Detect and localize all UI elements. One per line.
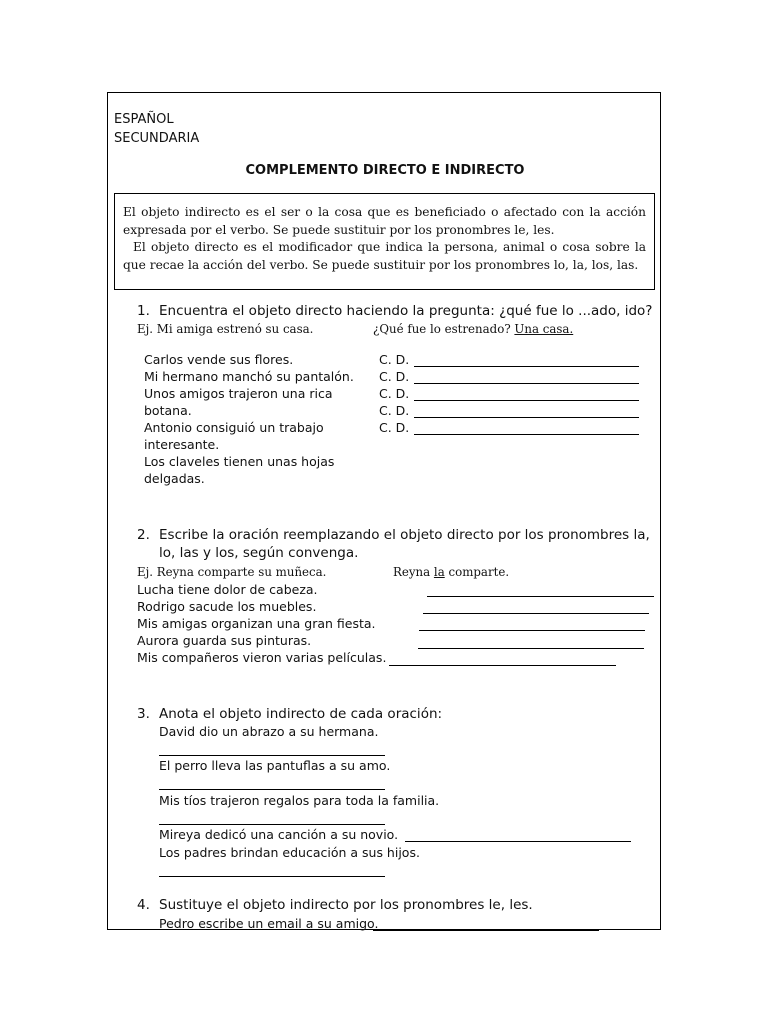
- answer-blank[interactable]: [414, 434, 639, 435]
- direct-object-definition: El objeto directo es el modificador que indica la persona, animal o cosa sobre la que recae la acción del verbo. Se puede sustituir por los pronombres lo, la, los, las.: [123, 240, 646, 272]
- list-item: Los claveles tienen unas hojas: [144, 454, 335, 469]
- answer-blank[interactable]: [414, 366, 639, 367]
- cd-label: C. D.: [379, 420, 410, 435]
- q1-example-answer-text: Una casa.: [514, 322, 574, 336]
- q2-instruction-line1: Escribe la oración reemplazando el objeto directo por los pronombres la,: [159, 527, 650, 543]
- q2-instruction-line2: lo, las y los, según convenga.: [159, 545, 359, 561]
- q3-instruction: Anota el objeto indirecto de cada oración:: [159, 706, 443, 722]
- answer-blank[interactable]: [423, 613, 649, 614]
- list-item: Rodrigo sacude los muebles.: [137, 599, 317, 614]
- answer-blank[interactable]: [418, 648, 644, 649]
- answer-blank[interactable]: [159, 876, 385, 877]
- answer-blank[interactable]: [159, 824, 385, 825]
- answer-blank[interactable]: [427, 596, 654, 597]
- q4-number: 4.: [137, 897, 150, 913]
- q4-instruction: Sustituye el objeto indirecto por los pronombres le, les.: [159, 897, 533, 913]
- list-item: Mis amigas organizan una gran fiesta.: [137, 616, 376, 631]
- answer-blank[interactable]: [414, 400, 639, 401]
- q2-example-answer-end: comparte.: [444, 565, 510, 579]
- list-item: botana.: [144, 403, 192, 418]
- indirect-object-definition: El objeto indirecto es el ser o la cosa que es beneficiado o afectado con la acción expresada por el verbo. Se puede sustituir por los pronombres le, les.: [123, 205, 646, 237]
- q2-example-answer: [393, 565, 509, 579]
- q1-example: Ej. Mi amiga estrenó su casa.: [137, 322, 314, 336]
- answer-blank[interactable]: [419, 630, 645, 631]
- list-item: Antonio consiguió un trabajo: [144, 420, 324, 435]
- definition-box: [114, 193, 655, 290]
- answer-blank[interactable]: [389, 665, 616, 666]
- list-item: Pedro escribe un email a su amigo.: [159, 916, 379, 931]
- worksheet: [107, 92, 661, 930]
- answer-blank[interactable]: [373, 930, 599, 931]
- q2-number: 2.: [137, 527, 150, 543]
- list-item: David dio un abrazo a su hermana.: [159, 724, 379, 739]
- answer-blank[interactable]: [159, 755, 385, 756]
- answer-blank[interactable]: [405, 841, 631, 842]
- answer-blank[interactable]: [414, 417, 639, 418]
- q2-example-answer-start: Reyna: [393, 565, 434, 579]
- list-item: Lucha tiene dolor de cabeza.: [137, 582, 318, 597]
- list-item: Unos amigos trajeron una rica: [144, 386, 333, 401]
- list-item: El perro lleva las pantuflas a su amo.: [159, 758, 391, 773]
- subject-label: ESPAÑOL: [114, 112, 174, 127]
- list-item: interesante.: [144, 437, 220, 452]
- cd-label: C. D.: [379, 352, 410, 367]
- q3-number: 3.: [137, 706, 150, 722]
- list-item: delgadas.: [144, 471, 205, 486]
- q1-example-question: ¿Qué fue lo estrenado?: [373, 322, 511, 336]
- list-item: Mi hermano manchó su pantalón.: [144, 369, 354, 384]
- cd-label: C. D.: [379, 403, 410, 418]
- q1-example-answer: [373, 322, 573, 336]
- q2-example-pronoun: la: [433, 565, 445, 579]
- answer-blank[interactable]: [159, 789, 385, 790]
- list-item: Los padres brindan educación a sus hijos.: [159, 845, 420, 860]
- answer-blank[interactable]: [414, 383, 639, 384]
- q1-number: 1.: [137, 303, 150, 319]
- cd-label: C. D.: [379, 386, 410, 401]
- list-item: Mis tíos trajeron regalos para toda la familia.: [159, 793, 440, 808]
- cd-label: C. D.: [379, 369, 410, 384]
- q1-instruction: Encuentra el objeto directo haciendo la pregunta: ¿qué fue lo ...ado, ido?: [159, 303, 653, 319]
- list-item: Mireya dedicó una canción a su novio.: [159, 827, 399, 842]
- list-item: Carlos vende sus flores.: [144, 352, 294, 367]
- q2-example: Ej. Reyna comparte su muñeca.: [137, 565, 327, 579]
- level-label: SECUNDARIA: [114, 131, 200, 146]
- page-title: COMPLEMENTO DIRECTO E INDIRECTO: [245, 163, 525, 178]
- list-item: Aurora guarda sus pinturas.: [137, 633, 312, 648]
- list-item: Mis compañeros vieron varias películas.: [137, 650, 387, 665]
